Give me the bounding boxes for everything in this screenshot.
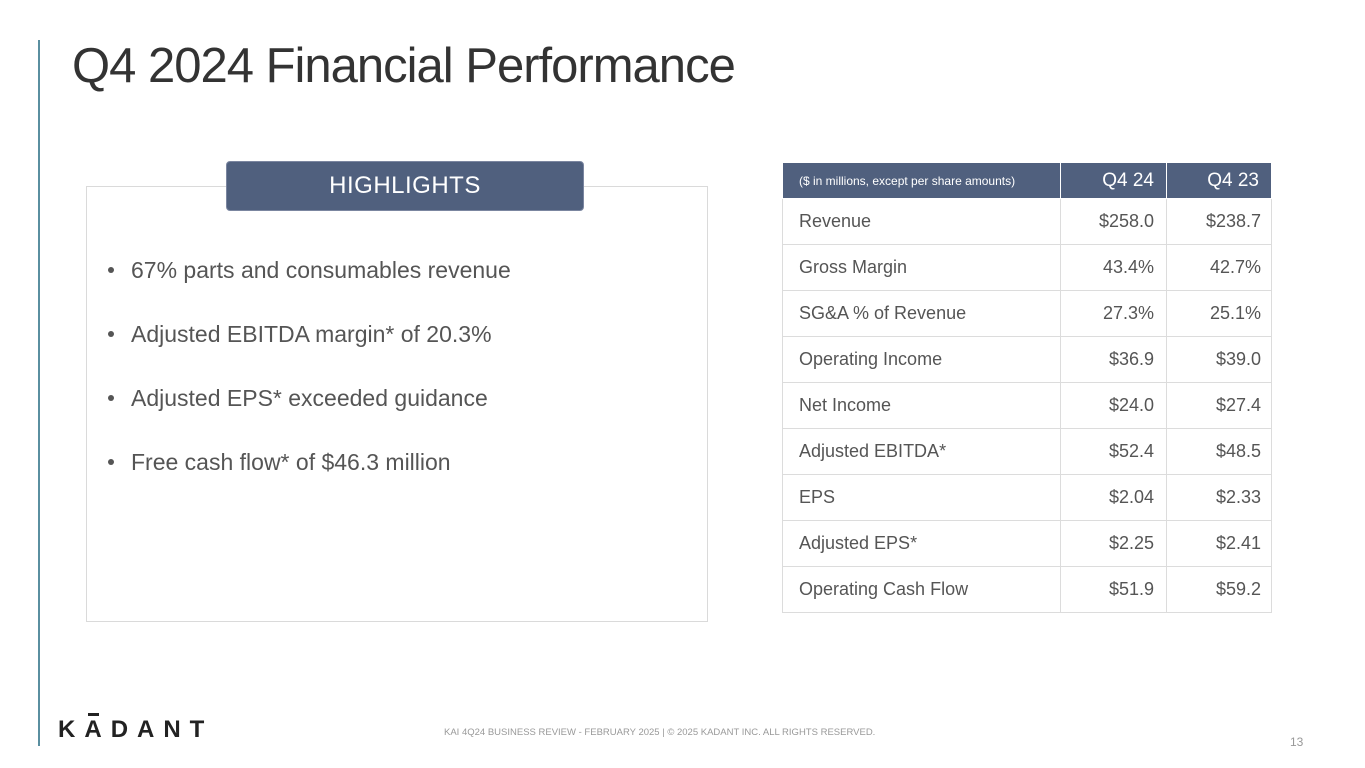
footer-text: KAI 4Q24 BUSINESS REVIEW - FEBRUARY 2025 | © 2025 KADANT INC. ALL RIGHTS RESERVED. bbox=[444, 727, 876, 738]
accent-line bbox=[38, 40, 40, 746]
column-header-q423: Q4 23 bbox=[1167, 163, 1272, 199]
value-q423: $2.33 bbox=[1167, 475, 1272, 521]
table-row bbox=[783, 199, 1272, 245]
logo-text: KADANT bbox=[58, 716, 214, 743]
value-q424: $51.9 bbox=[1061, 567, 1167, 613]
value-q424: $258.0 bbox=[1061, 199, 1167, 245]
row-label: Net Income bbox=[783, 383, 1061, 429]
highlight-text: Adjusted EBITDA margin* of 20.3% bbox=[131, 321, 492, 347]
highlight-item bbox=[108, 374, 511, 438]
row-label: Revenue bbox=[783, 199, 1061, 245]
value-q424: $2.04 bbox=[1061, 475, 1167, 521]
table-row bbox=[783, 567, 1272, 613]
table-row bbox=[783, 337, 1272, 383]
value-q423: 25.1% bbox=[1167, 291, 1272, 337]
table-caption: ($ in millions, except per share amounts) bbox=[783, 163, 1061, 199]
value-q424: $52.4 bbox=[1061, 429, 1167, 475]
highlight-item bbox=[108, 310, 511, 374]
table-row bbox=[783, 429, 1272, 475]
table-row bbox=[783, 475, 1272, 521]
row-label: Gross Margin bbox=[783, 245, 1061, 291]
page-title: Q4 2024 Financial Performance bbox=[72, 39, 735, 93]
value-q424: 27.3% bbox=[1061, 291, 1167, 337]
table-row bbox=[783, 291, 1272, 337]
value-q423: $27.4 bbox=[1167, 383, 1272, 429]
row-label: Adjusted EBITDA* bbox=[783, 429, 1061, 475]
value-q424: $2.25 bbox=[1061, 521, 1167, 567]
table-row bbox=[783, 245, 1272, 291]
row-label: Adjusted EPS* bbox=[783, 521, 1061, 567]
bullet-icon bbox=[108, 267, 114, 273]
row-label: SG&A % of Revenue bbox=[783, 291, 1061, 337]
value-q423: $238.7 bbox=[1167, 199, 1272, 245]
highlight-text: Adjusted EPS* exceeded guidance bbox=[131, 385, 488, 411]
bullet-icon bbox=[108, 395, 114, 401]
page-number: 13 bbox=[1290, 735, 1304, 749]
value-q424: $36.9 bbox=[1061, 337, 1167, 383]
value-q423: $48.5 bbox=[1167, 429, 1272, 475]
highlights-heading: HIGHLIGHTS bbox=[226, 161, 584, 211]
bullet-icon bbox=[108, 459, 114, 465]
row-label: Operating Income bbox=[783, 337, 1061, 383]
highlights-list bbox=[108, 246, 511, 502]
row-label: EPS bbox=[783, 475, 1061, 521]
financial-table bbox=[782, 162, 1272, 613]
value-q423: $39.0 bbox=[1167, 337, 1272, 383]
kadant-logo bbox=[58, 716, 213, 744]
bullet-icon bbox=[108, 331, 114, 337]
value-q423: 42.7% bbox=[1167, 245, 1272, 291]
table-row bbox=[783, 383, 1272, 429]
row-label: Operating Cash Flow bbox=[783, 567, 1061, 613]
highlight-text: Free cash flow* of $46.3 million bbox=[131, 449, 451, 475]
column-header-q424: Q4 24 bbox=[1061, 163, 1167, 199]
table-header-row bbox=[783, 163, 1272, 199]
value-q424: 43.4% bbox=[1061, 245, 1167, 291]
value-q423: $59.2 bbox=[1167, 567, 1272, 613]
value-q424: $24.0 bbox=[1061, 383, 1167, 429]
highlight-item bbox=[108, 246, 511, 310]
highlight-item bbox=[108, 438, 511, 502]
value-q423: $2.41 bbox=[1167, 521, 1272, 567]
highlight-text: 67% parts and consumables revenue bbox=[131, 257, 511, 283]
table-row bbox=[783, 521, 1272, 567]
